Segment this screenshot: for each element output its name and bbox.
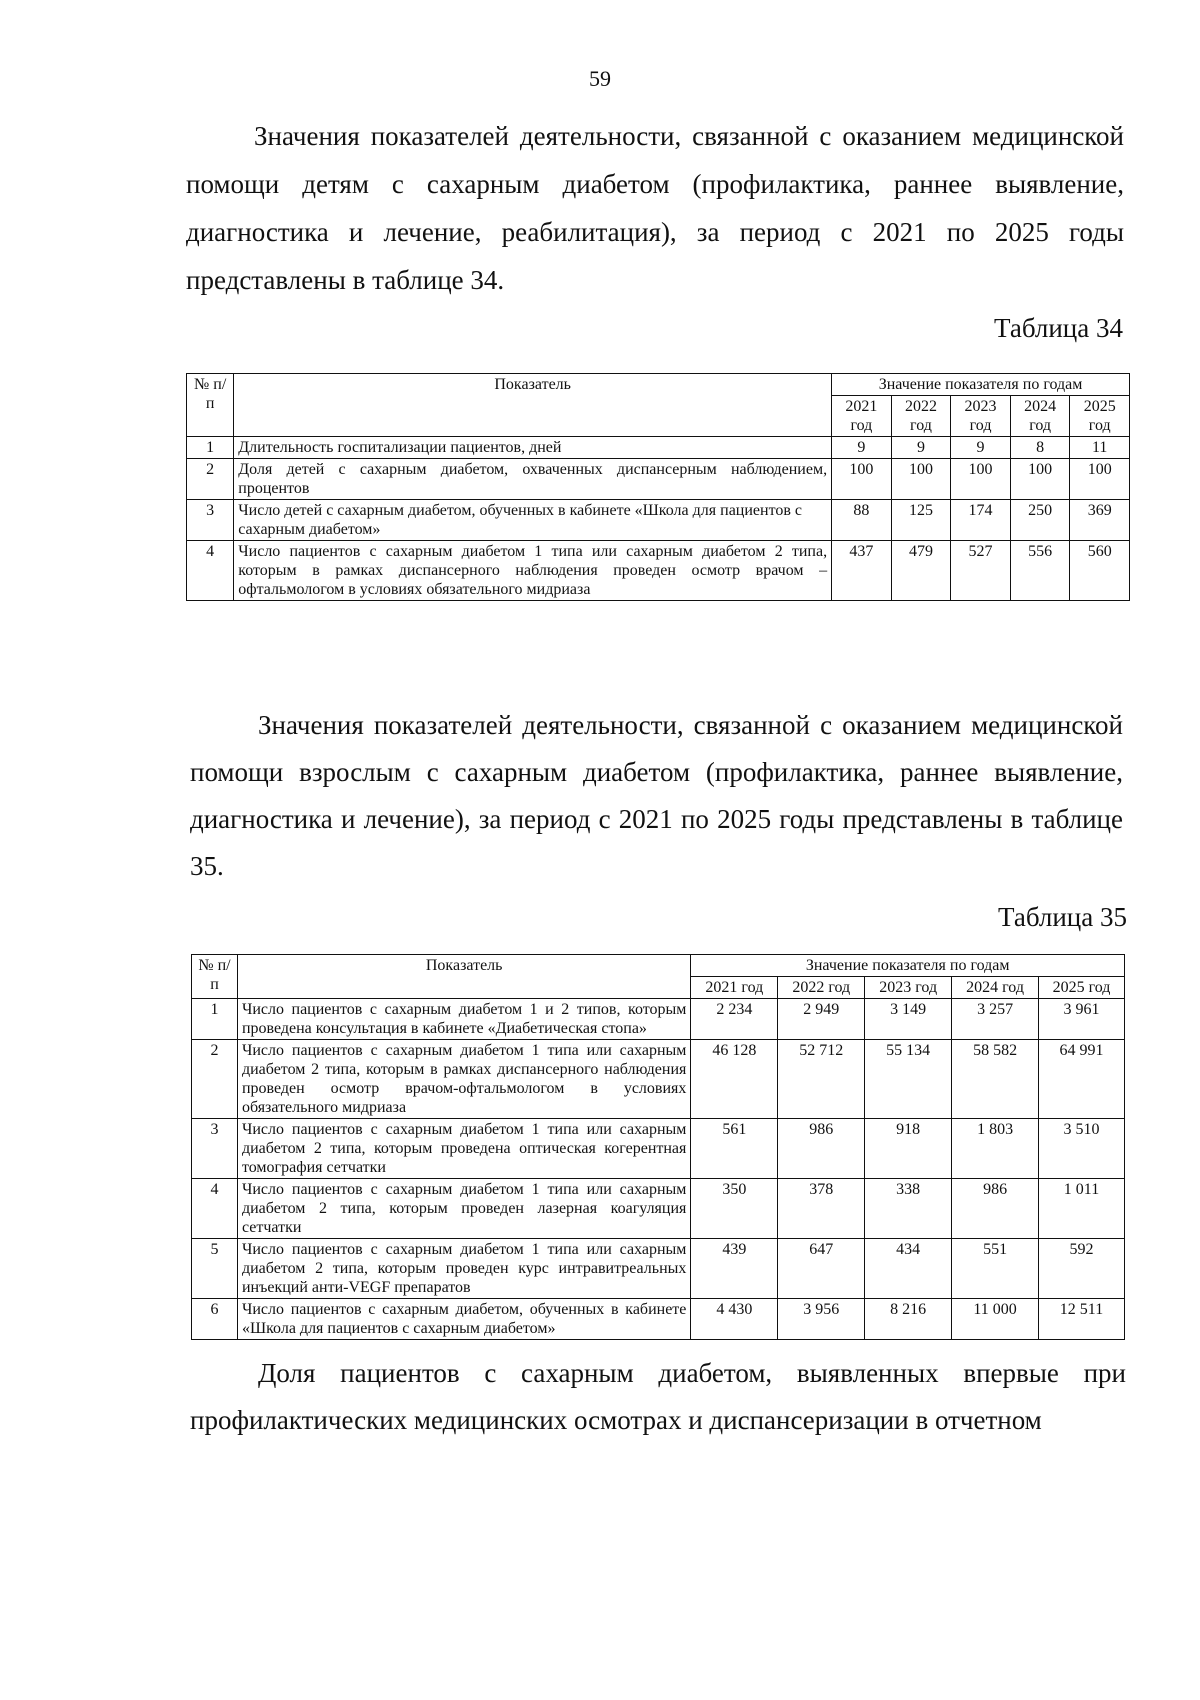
row-value: 3 149: [865, 999, 952, 1040]
table-row: [192, 1040, 1125, 1119]
row-number: 3: [187, 500, 234, 541]
row-value: 250: [1010, 500, 1070, 541]
col-header-values: Значение показателя по годам: [832, 374, 1130, 396]
row-value: 338: [865, 1179, 952, 1239]
row-value: 100: [1010, 459, 1070, 500]
row-number: 1: [187, 437, 234, 459]
table-row: [192, 999, 1125, 1040]
table-row: [187, 541, 1130, 601]
row-label: Число детей с сахарным диабетом, обученных в кабинете «Школа для пациентов с сахарным диабетом»: [234, 500, 832, 541]
row-value: 378: [778, 1179, 865, 1239]
row-label: Доля детей с сахарным диабетом, охваченных диспансерным наблюдением, процентов: [234, 459, 832, 500]
row-value: 12 511: [1039, 1299, 1125, 1340]
row-value: 3 510: [1039, 1119, 1125, 1179]
row-value: 350: [691, 1179, 778, 1239]
row-label: Число пациентов с сахарным диабетом 1 типа или сахарным диабетом 2 типа, которым проведен лазерная коагуляция сетчатки: [237, 1179, 690, 1239]
table-34: [186, 373, 1130, 601]
table-header-row: [192, 955, 1125, 977]
row-label: Длительность госпитализации пациентов, дней: [234, 437, 832, 459]
table-34-caption: Таблица 34: [994, 313, 1123, 343]
row-value: 3 257: [952, 999, 1039, 1040]
row-label: Число пациентов с сахарным диабетом 1 и 2 типов, которым проведена консультация в кабинете «Диабетическая стопа»: [237, 999, 690, 1040]
row-value: 1 803: [952, 1119, 1039, 1179]
row-number: 2: [187, 459, 234, 500]
year-header: 2021 год: [691, 977, 778, 999]
row-value: 11: [1070, 437, 1130, 459]
row-number: 4: [192, 1179, 238, 1239]
paragraph-intro-adults: Значения показателей деятельности, связанной с оказанием медицинской помощи взрослым с сахарным диабетом (профилактика, раннее выявление, диагностика и лечение), за период с 2021 по 2025 годы представлены в таблице 35.: [190, 710, 1123, 881]
row-value: 11 000: [952, 1299, 1039, 1340]
row-value: 2 949: [778, 999, 865, 1040]
row-value: 1 011: [1039, 1179, 1125, 1239]
row-value: 561: [691, 1119, 778, 1179]
row-value: 88: [832, 500, 892, 541]
table-row: [187, 500, 1130, 541]
row-value: 9: [891, 437, 951, 459]
table-header-row: [187, 374, 1130, 396]
row-value: 55 134: [865, 1040, 952, 1119]
row-number: 6: [192, 1299, 238, 1340]
row-value: 64 991: [1039, 1040, 1125, 1119]
year-header: 2022 год: [778, 977, 865, 999]
row-value: 556: [1010, 541, 1070, 601]
row-value: 9: [951, 437, 1011, 459]
year-header: 2024 год: [1010, 396, 1070, 437]
table-row: [192, 1119, 1125, 1179]
row-value: 9: [832, 437, 892, 459]
table-row: [192, 1179, 1125, 1239]
col-header-number: № п/п: [187, 374, 234, 437]
row-value: 125: [891, 500, 951, 541]
year-header: 2025 год: [1039, 977, 1125, 999]
row-number: 5: [192, 1239, 238, 1299]
year-header: 2021 год: [832, 396, 892, 437]
row-value: 4 430: [691, 1299, 778, 1340]
row-value: 551: [952, 1239, 1039, 1299]
row-value: 8 216: [865, 1299, 952, 1340]
row-value: 3 956: [778, 1299, 865, 1340]
row-value: 592: [1039, 1239, 1125, 1299]
row-value: 527: [951, 541, 1011, 601]
row-value: 58 582: [952, 1040, 1039, 1119]
row-number: 2: [192, 1040, 238, 1119]
table-row: [187, 437, 1130, 459]
row-value: 434: [865, 1239, 952, 1299]
table-row: [192, 1239, 1125, 1299]
row-value: 3 961: [1039, 999, 1125, 1040]
row-label: Число пациентов с сахарным диабетом, обученных в кабинете «Школа для пациентов с сахарным диабетом»: [237, 1299, 690, 1340]
row-value: 100: [1070, 459, 1130, 500]
row-value: 439: [691, 1239, 778, 1299]
row-value: 986: [778, 1119, 865, 1179]
table-row: [187, 459, 1130, 500]
row-value: 100: [832, 459, 892, 500]
year-header: 2022 год: [891, 396, 951, 437]
year-header: 2023 год: [951, 396, 1011, 437]
col-header-values: Значение показателя по годам: [691, 955, 1125, 977]
col-header-indicator: Показатель: [237, 955, 690, 999]
table-row: [192, 1299, 1125, 1340]
page-number: 59: [589, 66, 611, 91]
year-header: 2024 год: [952, 977, 1039, 999]
row-value: 8: [1010, 437, 1070, 459]
row-value: 560: [1070, 541, 1130, 601]
paragraph-share-new-cases: Доля пациентов с сахарным диабетом, выявленных впервые при профилактических медицинских осмотрах и диспансеризации в отчетном: [190, 1358, 1126, 1435]
row-value: 479: [891, 541, 951, 601]
table-35-caption: Таблица 35: [998, 902, 1127, 932]
row-number: 3: [192, 1119, 238, 1179]
row-value: 52 712: [778, 1040, 865, 1119]
col-header-indicator: Показатель: [234, 374, 832, 437]
row-label: Число пациентов с сахарным диабетом 1 типа или сахарным диабетом 2 типа, которым в рамках диспансерного наблюдения проведен осмотр врачом-офтальмологом в условиях обязательного мидриаза: [237, 1040, 690, 1119]
row-number: 1: [192, 999, 238, 1040]
row-value: 369: [1070, 500, 1130, 541]
row-label: Число пациентов с сахарным диабетом 1 типа или сахарным диабетом 2 типа, которым проведена оптическая когерентная томография сетчатки: [237, 1119, 690, 1179]
paragraph-intro-children: Значения показателей деятельности, связанной с оказанием медицинской помощи детям с сахарным диабетом (профилактика, раннее выявление, диагностика и лечение, реабилитация), за период с 2021 по 2025 годы представлены в таблице 34.: [186, 121, 1124, 295]
table-35: [191, 954, 1125, 1340]
year-header: 2025 год: [1070, 396, 1130, 437]
row-label: Число пациентов с сахарным диабетом 1 типа или сахарным диабетом 2 типа, которым проведен курс интравитреальных инъекций анти-VEGF препаратов: [237, 1239, 690, 1299]
row-value: 100: [951, 459, 1011, 500]
row-value: 2 234: [691, 999, 778, 1040]
row-label: Число пациентов с сахарным диабетом 1 типа или сахарным диабетом 2 типа, которым в рамках диспансерного наблюдения проведен осмотр врачом – офтальмологом в условиях обязательного мидриаза: [234, 541, 832, 601]
row-value: 647: [778, 1239, 865, 1299]
row-value: 918: [865, 1119, 952, 1179]
row-value: 174: [951, 500, 1011, 541]
row-number: 4: [187, 541, 234, 601]
year-header: 2023 год: [865, 977, 952, 999]
row-value: 437: [832, 541, 892, 601]
row-value: 986: [952, 1179, 1039, 1239]
row-value: 100: [891, 459, 951, 500]
row-value: 46 128: [691, 1040, 778, 1119]
col-header-number: № п/п: [192, 955, 238, 999]
